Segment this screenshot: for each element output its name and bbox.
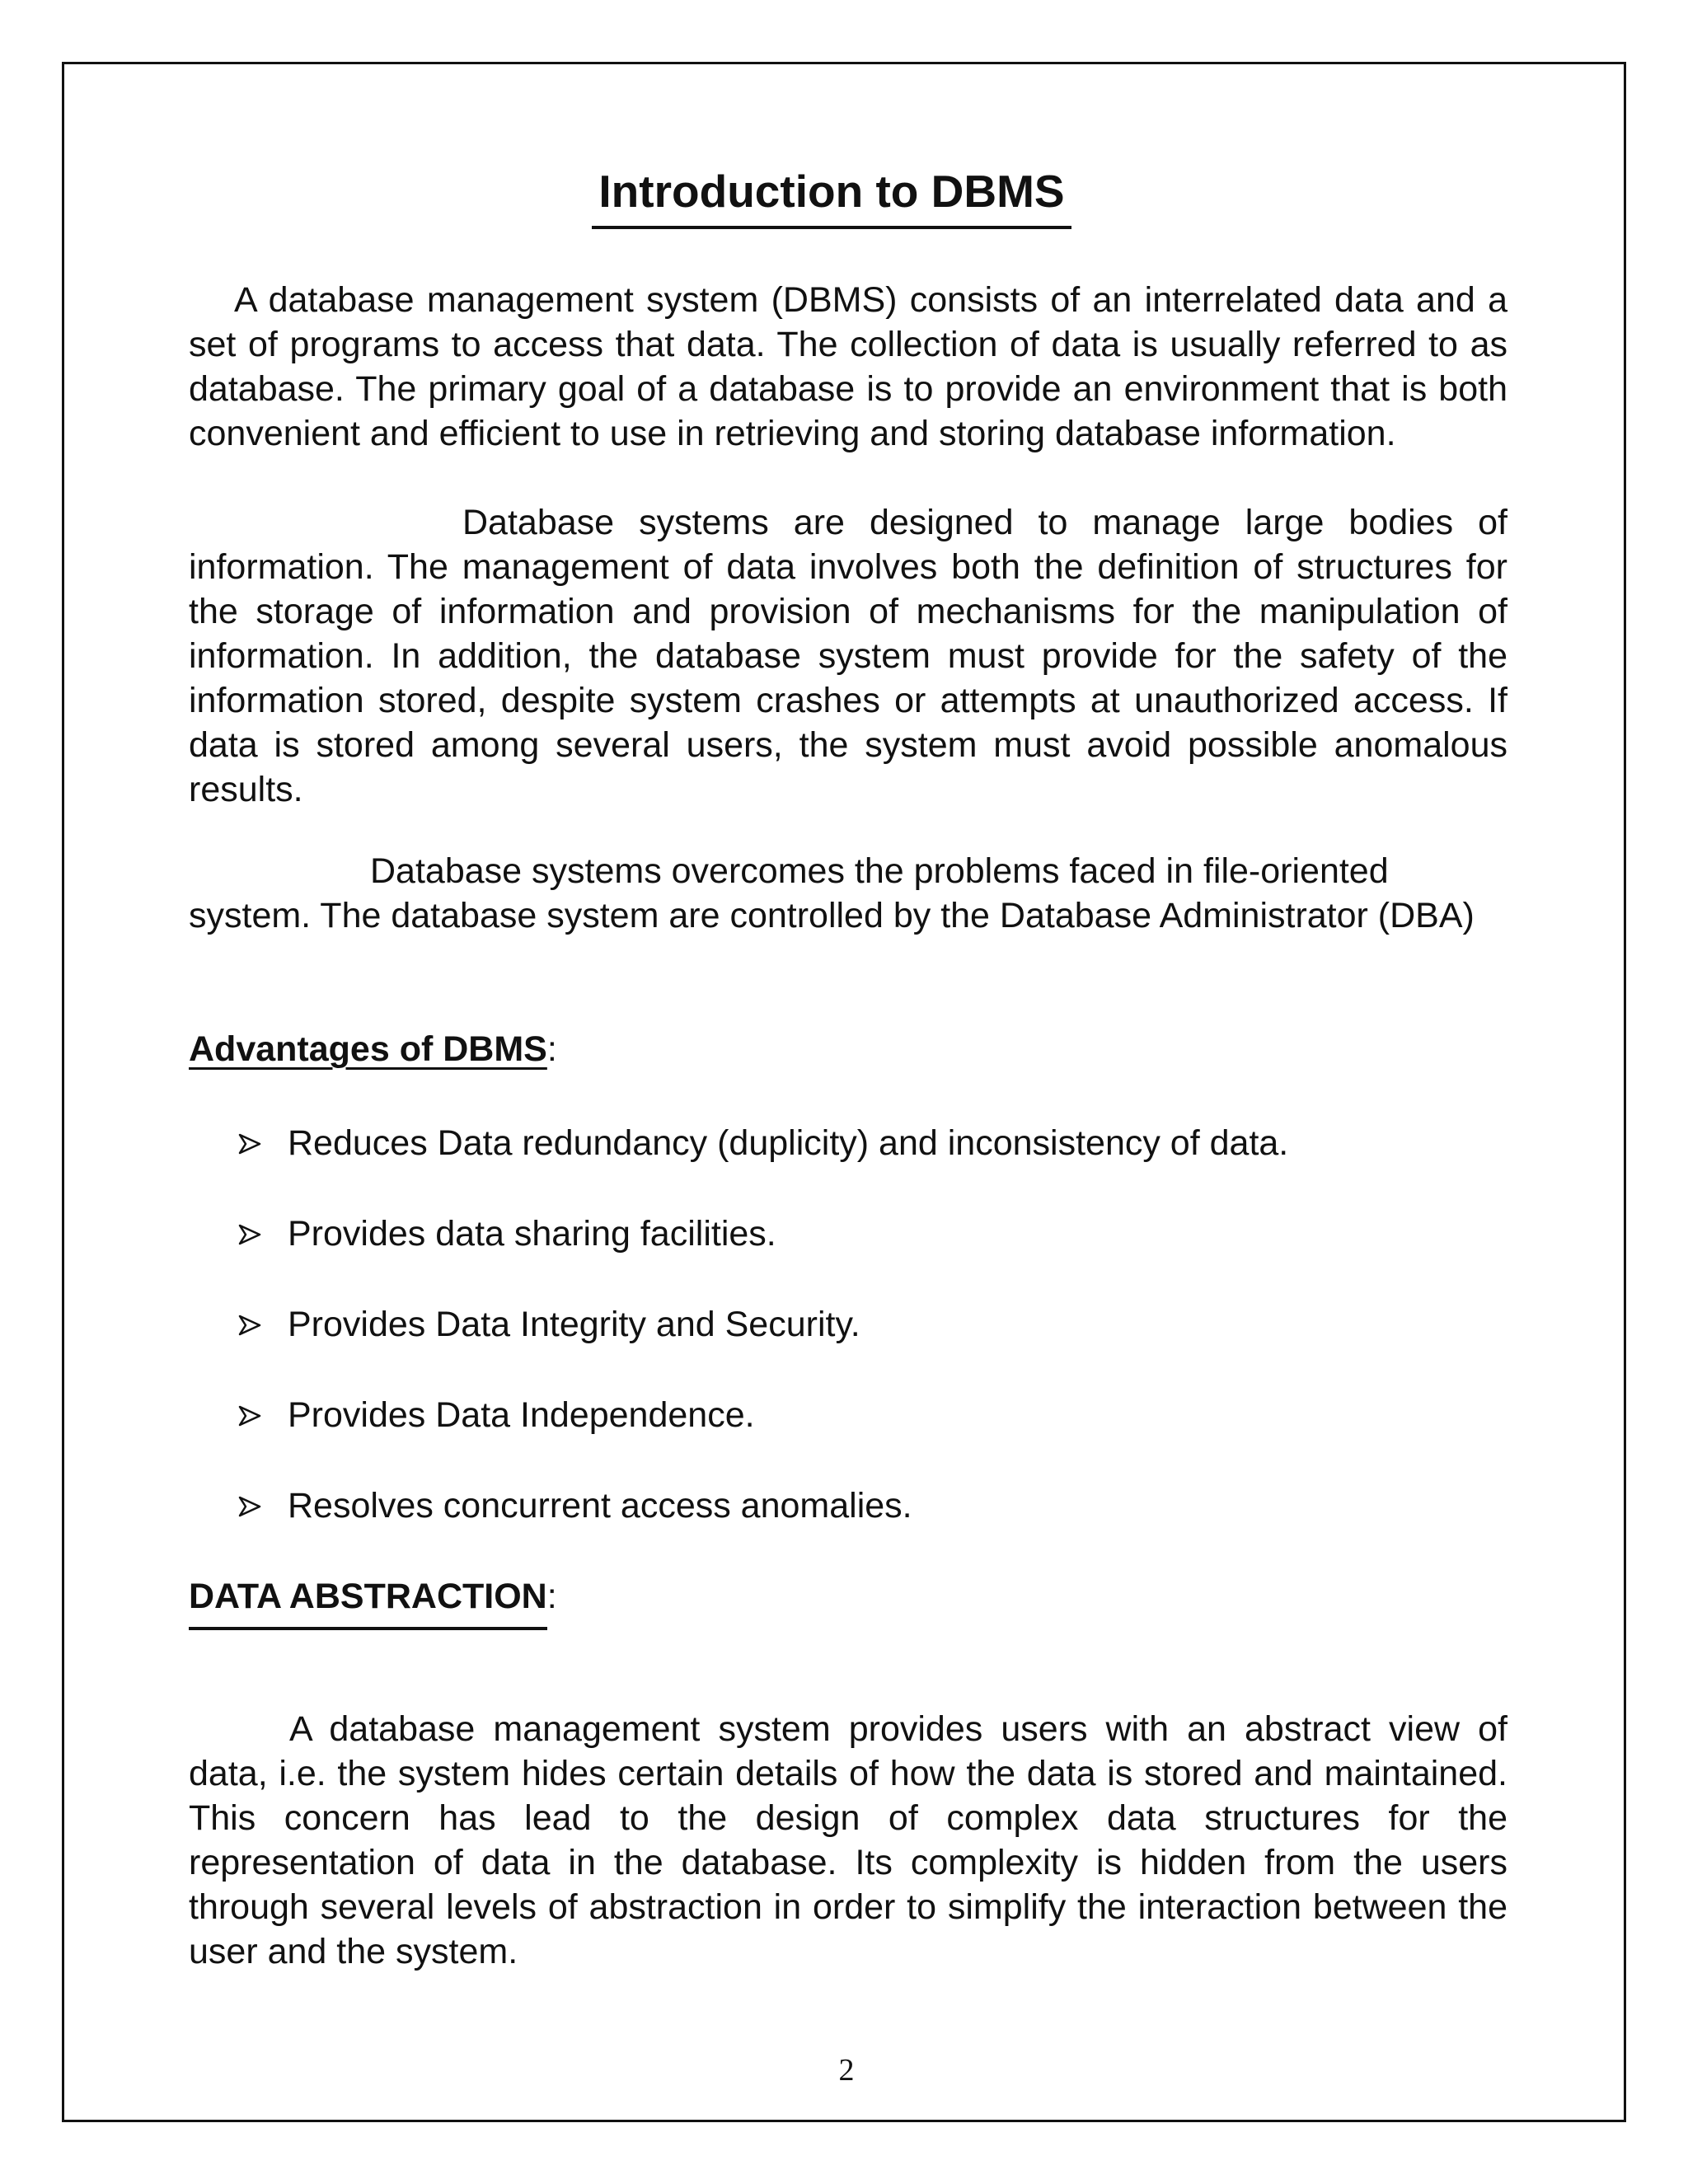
list-item-text: Resolves concurrent access anomalies. <box>288 1486 912 1526</box>
list-item-text: Provides Data Independence. <box>288 1395 755 1435</box>
arrowhead-bullet-icon <box>238 1496 261 1517</box>
list-item-text: Provides Data Integrity and Security. <box>288 1305 860 1344</box>
intro-paragraph: A database management system (DBMS) consists of an interrelated data and a set of programs to access that data. The collection of data is usually referred to as database. The primary goal of a database is to provide an environment that is both convenient and efficient to use in retrieving and storing database information. <box>189 280 1507 453</box>
advantages-heading <box>189 1027 557 1071</box>
arrowhead-bullet-icon <box>238 1133 261 1155</box>
data-abstraction-heading-text: DATA ABSTRACTION <box>189 1574 547 1630</box>
page-title <box>189 162 1507 229</box>
data-abstraction-heading-colon: : <box>546 1577 557 1616</box>
arrowhead-bullet-icon <box>238 1315 261 1336</box>
page-frame <box>62 62 1626 2122</box>
data-abstraction-heading <box>189 1574 557 1630</box>
management-paragraph: Database systems are designed to manage large bodies of information. The management of data involves both the definition of structures for the storage of information and provision of mechanisms for the manipulation of information. In addition, the database system must provide for the safety of the information stored, despite system crashes or attempts at unauthorized access. If data is stored among several users, the system must avoid possible anomalous results. <box>189 503 1507 809</box>
page-number: 2 <box>838 2053 855 2088</box>
arrowhead-bullet-icon <box>238 1405 261 1427</box>
arrowhead-bullet-icon <box>238 1224 261 1245</box>
list-item-text: Provides data sharing facilities. <box>288 1214 776 1254</box>
advantages-heading-colon: : <box>546 1029 557 1069</box>
abstraction-paragraph: A database management system provides users with an abstract view of data, i.e. the system hides certain details of how the data is stored and maintained. This concern has lead to the design of complex data structures for the representation of data in the database. Its complexity is hidden from the users through several levels of abstraction in order to simplify the interaction between the user and the system. <box>189 1709 1507 1971</box>
page-title-text: Introduction to DBMS <box>592 162 1071 229</box>
list-item-text: Reduces Data redundancy (duplicity) and inconsistency of data. <box>288 1123 1289 1163</box>
file-system-paragraph: Database systems overcomes the problems faced in file-oriented system. The database system are controlled by the Database Administrator (DBA) <box>189 851 1475 935</box>
advantages-heading-text: Advantages of DBMS <box>189 1029 547 1069</box>
